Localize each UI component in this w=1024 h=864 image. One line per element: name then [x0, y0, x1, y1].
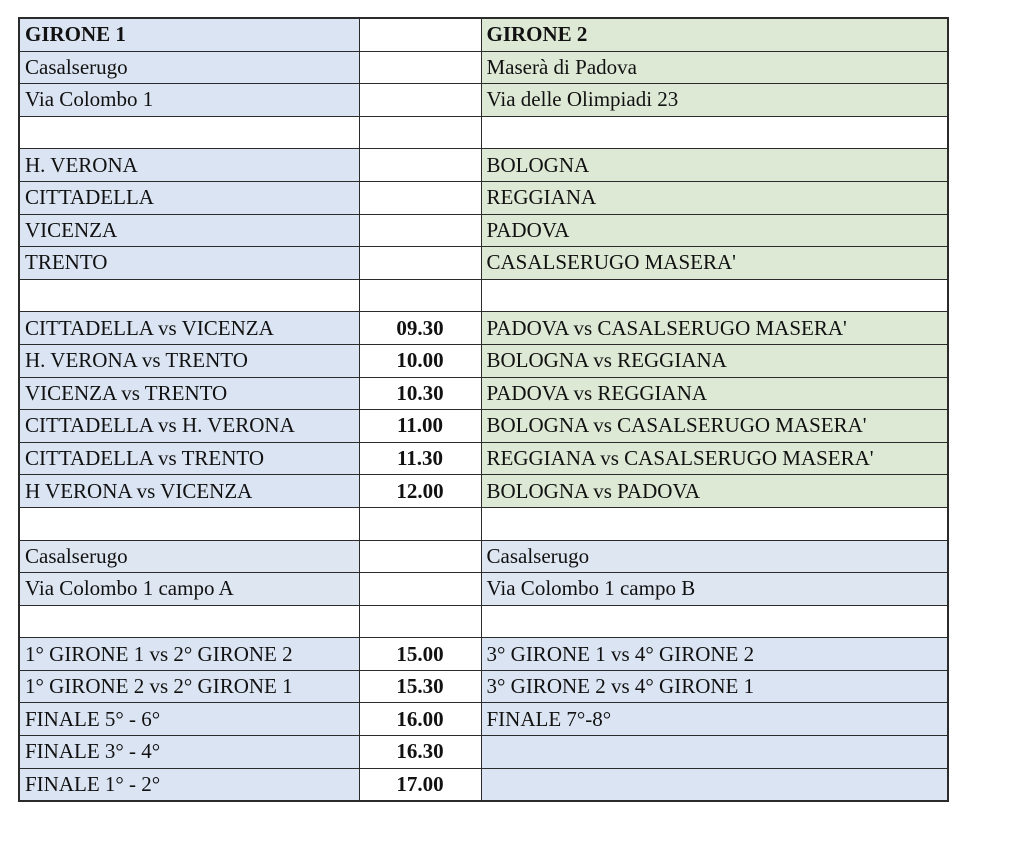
spacer-row: [19, 116, 948, 149]
final-match-row: [19, 638, 948, 671]
girone1-match: CITTADELLA vs TRENTO: [19, 442, 359, 475]
girone1-match: CITTADELLA vs VICENZA: [19, 312, 359, 345]
final-time: 15.00: [359, 638, 481, 671]
field-b-match: [481, 736, 948, 769]
empty-cell: [19, 507, 359, 540]
match-row: [19, 344, 948, 377]
girone2-team: REGGIANA: [481, 181, 948, 214]
address-row: [19, 84, 948, 117]
field-a-address: Via Colombo 1 campo A: [19, 573, 359, 606]
empty-cell: [481, 279, 948, 312]
girone2-team: BOLOGNA: [481, 149, 948, 182]
girone2-match: BOLOGNA vs CASALSERUGO MASERA': [481, 410, 948, 443]
girone1-team: TRENTO: [19, 247, 359, 280]
tournament-schedule-table: [18, 17, 949, 802]
final-time: 17.00: [359, 768, 481, 801]
field-b-location: Casalserugo: [481, 540, 948, 573]
finals-address-row: [19, 573, 948, 606]
match-time: 10.00: [359, 344, 481, 377]
match-time: 11.30: [359, 442, 481, 475]
girone2-team: CASALSERUGO MASERA': [481, 247, 948, 280]
empty-cell: [359, 540, 481, 573]
field-b-match: FINALE 7°-8°: [481, 703, 948, 736]
empty-cell: [359, 84, 481, 117]
empty-cell: [359, 116, 481, 149]
empty-cell: [359, 181, 481, 214]
empty-cell: [359, 149, 481, 182]
field-a-match: FINALE 5° - 6°: [19, 703, 359, 736]
spacer-row: [19, 279, 948, 312]
field-a-match: FINALE 3° - 4°: [19, 736, 359, 769]
girone1-match: CITTADELLA vs H. VERONA: [19, 410, 359, 443]
girone1-address: Via Colombo 1: [19, 84, 359, 117]
empty-cell: [481, 605, 948, 638]
girone1-location: Casalserugo: [19, 51, 359, 84]
girone2-match: BOLOGNA vs PADOVA: [481, 475, 948, 508]
empty-cell: [359, 247, 481, 280]
match-row: [19, 442, 948, 475]
girone1-match: H. VERONA vs TRENTO: [19, 344, 359, 377]
finals-location-row: [19, 540, 948, 573]
empty-cell: [359, 51, 481, 84]
field-b-match: 3° GIRONE 2 vs 4° GIRONE 1: [481, 670, 948, 703]
field-b-address: Via Colombo 1 campo B: [481, 573, 948, 606]
empty-cell: [359, 507, 481, 540]
girone2-address: Via delle Olimpiadi 23: [481, 84, 948, 117]
match-row: [19, 475, 948, 508]
girone1-team: CITTADELLA: [19, 181, 359, 214]
empty-cell: [359, 214, 481, 247]
girone1-team: VICENZA: [19, 214, 359, 247]
final-time: 16.30: [359, 736, 481, 769]
girone1-match: H VERONA vs VICENZA: [19, 475, 359, 508]
empty-cell: [359, 605, 481, 638]
field-a-match: 1° GIRONE 1 vs 2° GIRONE 2: [19, 638, 359, 671]
team-row: [19, 247, 948, 280]
field-a-location: Casalserugo: [19, 540, 359, 573]
field-b-match: 3° GIRONE 1 vs 4° GIRONE 2: [481, 638, 948, 671]
match-row: [19, 377, 948, 410]
empty-cell: [19, 116, 359, 149]
field-b-match: [481, 768, 948, 801]
team-row: [19, 214, 948, 247]
location-row: [19, 51, 948, 84]
field-a-match: FINALE 1° - 2°: [19, 768, 359, 801]
group-header-row: [19, 18, 948, 51]
girone2-match: BOLOGNA vs REGGIANA: [481, 344, 948, 377]
final-match-row: [19, 736, 948, 769]
match-time: 09.30: [359, 312, 481, 345]
empty-cell: [359, 279, 481, 312]
girone1-match: VICENZA vs TRENTO: [19, 377, 359, 410]
spacer-row: [19, 507, 948, 540]
match-time: 12.00: [359, 475, 481, 508]
final-match-row: [19, 768, 948, 801]
final-match-row: [19, 670, 948, 703]
team-row: [19, 181, 948, 214]
empty-cell: [481, 116, 948, 149]
match-row: [19, 410, 948, 443]
empty-cell: [359, 573, 481, 606]
girone2-team: PADOVA: [481, 214, 948, 247]
girone2-match: REGGIANA vs CASALSERUGO MASERA': [481, 442, 948, 475]
empty-cell: [481, 507, 948, 540]
spacer-row: [19, 605, 948, 638]
match-row: [19, 312, 948, 345]
field-a-match: 1° GIRONE 2 vs 2° GIRONE 1: [19, 670, 359, 703]
empty-cell: [19, 279, 359, 312]
girone2-match: PADOVA vs REGGIANA: [481, 377, 948, 410]
girone1-team: H. VERONA: [19, 149, 359, 182]
final-match-row: [19, 703, 948, 736]
girone1-header: GIRONE 1: [19, 18, 359, 51]
girone2-header: GIRONE 2: [481, 18, 948, 51]
final-time: 16.00: [359, 703, 481, 736]
empty-cell: [19, 605, 359, 638]
girone2-match: PADOVA vs CASALSERUGO MASERA': [481, 312, 948, 345]
team-row: [19, 149, 948, 182]
match-time: 11.00: [359, 410, 481, 443]
final-time: 15.30: [359, 670, 481, 703]
empty-cell: [359, 18, 481, 51]
girone2-location: Maserà di Padova: [481, 51, 948, 84]
match-time: 10.30: [359, 377, 481, 410]
